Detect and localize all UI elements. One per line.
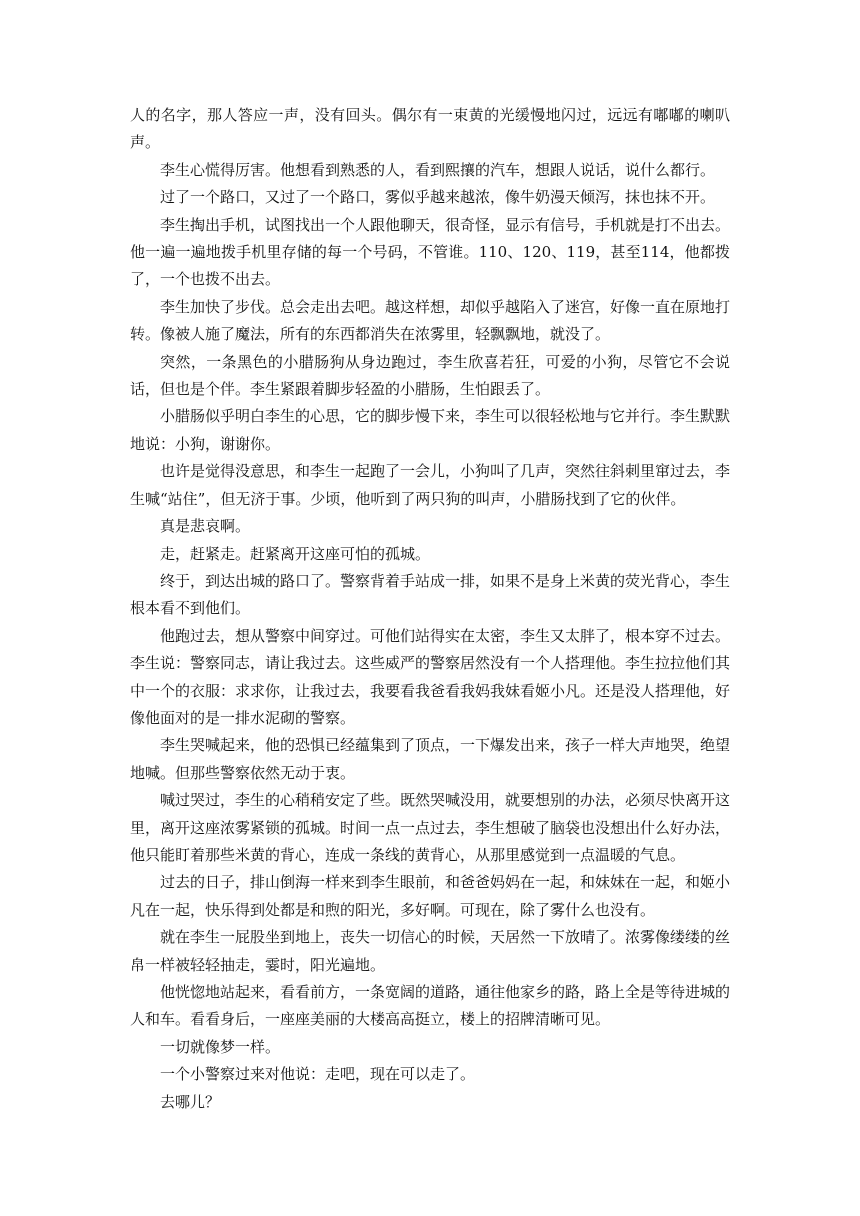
- story-text: [130, 102, 730, 1116]
- paragraph: 他跑过去，想从警察中间穿过。可他们站得实在太密，李生又太胖了，根本穿不过去。李生说：警察同志，请让我过去。这些威严的警察居然没有一个人搭理他。李生拉拉他们其中一个的衣服：求求你，让我过去，我要看我爸看我妈我妹看姬小凡。还是没人搭理他，好像他面对的是一排水泥砌的警察。: [130, 626, 731, 727]
- paragraph: 也许是觉得没意思，和李生一起跑了一会儿，小狗叫了几声，突然往斜刺里窜过去，李生喊“站住”，但无济于事。少顷，他听到了两只狗的叫声，小腊肠找到了它的伙伴。: [130, 462, 731, 508]
- paragraph: 人的名字，那人答应一声，没有回头。偶尔有一束黄的光缓慢地闪过，远远有嘟嘟的喇叭声。: [130, 106, 730, 152]
- paragraph: 喊过哭过，李生的心稍稍安定了些。既然哭喊没用，就要想别的办法，必须尽快离开这里，离开这座浓雾紧锁的孤城。时间一点一点过去，李生想破了脑袋也没想出什么好办法，他只能盯着那些米黄的背心，连成一条线的黄背心，从那里感觉到一点温暖的气息。: [130, 791, 731, 864]
- paragraph: 终于，到达出城的路口了。警察背着手站成一排，如果不是身上米黄的荧光背心，李生根本看不到他们。: [130, 571, 731, 618]
- paragraph: 他恍惚地站起来，看看前方，一条宽阔的道路，通往他家乡的路，路上全是等待进城的人和车。看看身后，一座座美丽的大楼高高挺立，楼上的招牌清晰可见。: [130, 983, 731, 1029]
- paragraph: 去哪儿？: [160, 1092, 221, 1111]
- paragraph: 就在李生一屁股坐到地上，丧失一切信心的时候，天居然一下放晴了。浓雾像缕缕的丝帛一样被轻轻抽走，霎时，阳光遍地。: [130, 928, 731, 974]
- paragraph: 一切就像梦一样。: [160, 1037, 281, 1056]
- paragraph: 过了一个路口，又过了一个路口，雾似乎越来越浓，像牛奶漫天倾泻，抹也抹不开。: [160, 188, 716, 207]
- paragraph: 突然，一条黑色的小腊肠狗从身边跑过，李生欣喜若狂，可爱的小狗，尽管它不会说话，但也是个伴。李生紧跟着脚步轻盈的小腊肠，生怕跟丢了。: [130, 352, 730, 399]
- paragraph: 李生心慌得厉害。他想看到熟悉的人，看到熙攘的汽车，想跟人说话，说什么都行。: [160, 160, 716, 179]
- paragraph: 李生加快了步伐。总会走出去吧。越这样想，却似乎越陷入了迷宫，好像一直在原地打转。像被人施了魔法，所有的东西都消失在浓雾里，轻飘飘地，就没了。: [130, 297, 731, 344]
- paragraph: 一个小警察过来对他说：走吧，现在可以走了。: [160, 1065, 476, 1084]
- paragraph: 小腊肠似乎明白李生的心思，它的脚步慢下来，李生可以很轻松地与它并行。李生默默地说：小狗，谢谢你。: [130, 407, 731, 453]
- paragraph: 过去的日子，排山倒海一样来到李生眼前，和爸爸妈妈在一起，和妹妹在一起，和姬小凡在一起，快乐得到处都是和煦的阳光，多好啊。可现在，除了雾什么也没有。: [130, 873, 731, 919]
- paragraph: 真是悲哀啊。: [160, 517, 251, 536]
- paragraph: 走，赶紧走。赶紧离开这座可怕的孤城。: [160, 544, 431, 563]
- paragraph: 李生掏出手机，试图找出一个人跟他聊天，很奇怪，显示有信号，手机就是打不出去。他一遍一遍地拨手机里存储的每一个号码，不管谁。110、120、119，甚至114，他都拨了，一个也拨不出去。: [130, 215, 731, 289]
- paragraph: 李生哭喊起来，他的恐惧已经蕴集到了顶点，一下爆发出来，孩子一样大声地哭，绝望地喊。但那些警察依然无动于衷。: [130, 736, 731, 782]
